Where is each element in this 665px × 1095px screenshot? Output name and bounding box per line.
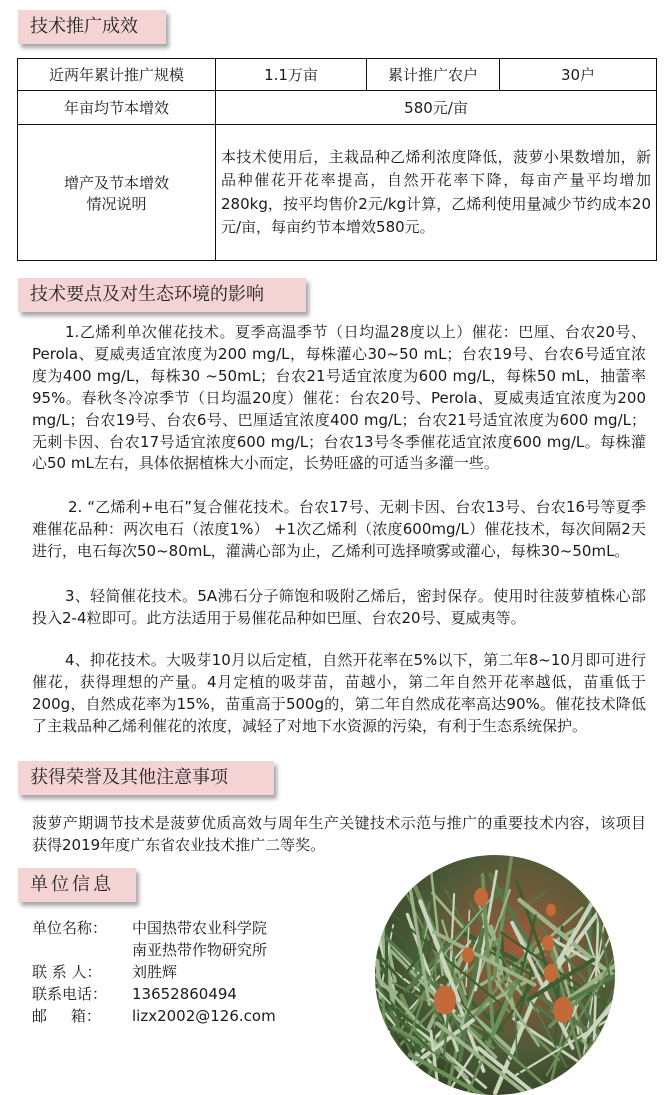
pineapple-fruit [474, 888, 488, 906]
promotion-table [17, 58, 657, 261]
unit-name-label: 单位名称： [32, 917, 132, 939]
pineapple-fruit [542, 935, 554, 951]
key-point-paragraph-2: 2. “乙烯利+电石”复合催花技术。台农17号、无刺卡因、台农13号、台农16号等夏季难催花品种：两次电石（浓度1%） +1次乙烯利（浓度600mg/L）催花技术，每次间隔2天进行，电石每次50~80mL，灌满心部为止，乙烯利可选择喷雾或灌心，每株30~50mL。 [32, 497, 646, 563]
explain-label [18, 125, 216, 261]
pineapple-field-photo [373, 855, 618, 1095]
honors-text: 菠萝产期调节技术是菠萝优质高效与周年生产关键技术示范与推广的重要技术内容，该项目获得2019年度广东省农业技术推广二等奖。 [32, 812, 646, 856]
email-value: lizx2002@126.com [132, 1005, 276, 1027]
farmers-label: 累计推广农户 [367, 59, 500, 91]
key-point-paragraph-1: 1.乙烯利单次催花技术。夏季高温季节（日均温28度以上）催花：巴厘、台农20号、Perola、夏威夷适宜浓度为200 mg/L，每株灌心30~50 mL；台农19号、台农6号适宜浓度为400 mg/L，每株30 ~50mL；台农21号适宜浓度为600 mg/L，每株50 mL，抽蕾率95%。春秋冬冷凉季节（日均温20度）催花：台农20号、Perola、夏威夷适宜浓度为200 mg/L；台农19号、台农6号、巴厘适宜浓度400 mg/L；台农21号适宜浓度为600 mg/L；无刺卡因、台农17号适宜浓度600 mg/L；台农13号冬季催花适宜浓度600 mg/L。每株灌心50 mL左右，具体依据植株大小而定，长势旺盛的可适当多灌一些。 [32, 322, 646, 475]
key-point-paragraph-3: 3、轻简催花技术。5A沸石分子筛饱和吸附乙烯后，密封保存。使用时往菠萝植株心部投入2-4粒即可。此方法适用于易催花品种如巴厘、台农20号、夏威夷等。 [32, 586, 646, 630]
section-header-promotion: 技术推广成效 [18, 10, 166, 44]
key-point-paragraph-4: 4、抑花技术。大吸芽10月以后定植，自然开花率在5%以下，第二年8~10月即可进行催花，获得理想的产量。4月定植的吸芽苗，苗越小，第二年自然开花率越低，苗重低于200g，自然成花率为15%，苗重高于500g的，第二年自然成花率高达90%。催花技术降低了主栽品种乙烯利催花的浓度，减轻了对地下水资源的污染，有利于生态系统保护。 [32, 650, 646, 738]
contact-value: 刘胜辉 [132, 961, 177, 983]
email-label: 邮 箱： [32, 1005, 132, 1027]
pineapple-fruit [434, 986, 456, 1015]
scale-label: 近两年累计推广规模 [18, 59, 216, 91]
pineapple-fruit [462, 947, 474, 963]
phone-label: 联系电话： [32, 983, 132, 1005]
explain-value: 本技术使用后，主栽品种乙烯利浓度降低，菠萝小果数增加，新品种催花开花率提高，自然开花率下降，每亩产量平均增加280kg，按平均售价2元/kg计算，乙烯利使用量减少节约成本20元/亩，每亩约节本增效580元。 [216, 125, 657, 261]
pineapple-fruit [546, 904, 556, 917]
benefit-value: 580元/亩 [216, 91, 657, 125]
farmers-value: 30户 [500, 59, 657, 91]
explain-label-line2: 情况说明 [18, 193, 215, 214]
pineapple-fruit [553, 997, 573, 1023]
unit-name-line1: 中国热带农业科学院 [132, 917, 267, 939]
unit-name-line2: 南亚热带作物研究所 [132, 939, 267, 961]
unit-info [32, 917, 276, 1027]
phone-value: 13652860494 [132, 983, 237, 1005]
scale-value: 1.1万亩 [216, 59, 367, 91]
contact-label: 联 系 人： [32, 961, 132, 983]
pineapple-fruit [544, 964, 558, 982]
section-header-unit: 单位信息 [18, 868, 136, 902]
explain-label-line1: 增产及节本增效 [18, 172, 215, 193]
section-header-honors: 获得荣誉及其他注意事项 [18, 761, 274, 795]
section-header-key-points: 技术要点及对生态环境的影响 [18, 278, 306, 312]
benefit-label: 年亩均节本增效 [18, 91, 216, 125]
